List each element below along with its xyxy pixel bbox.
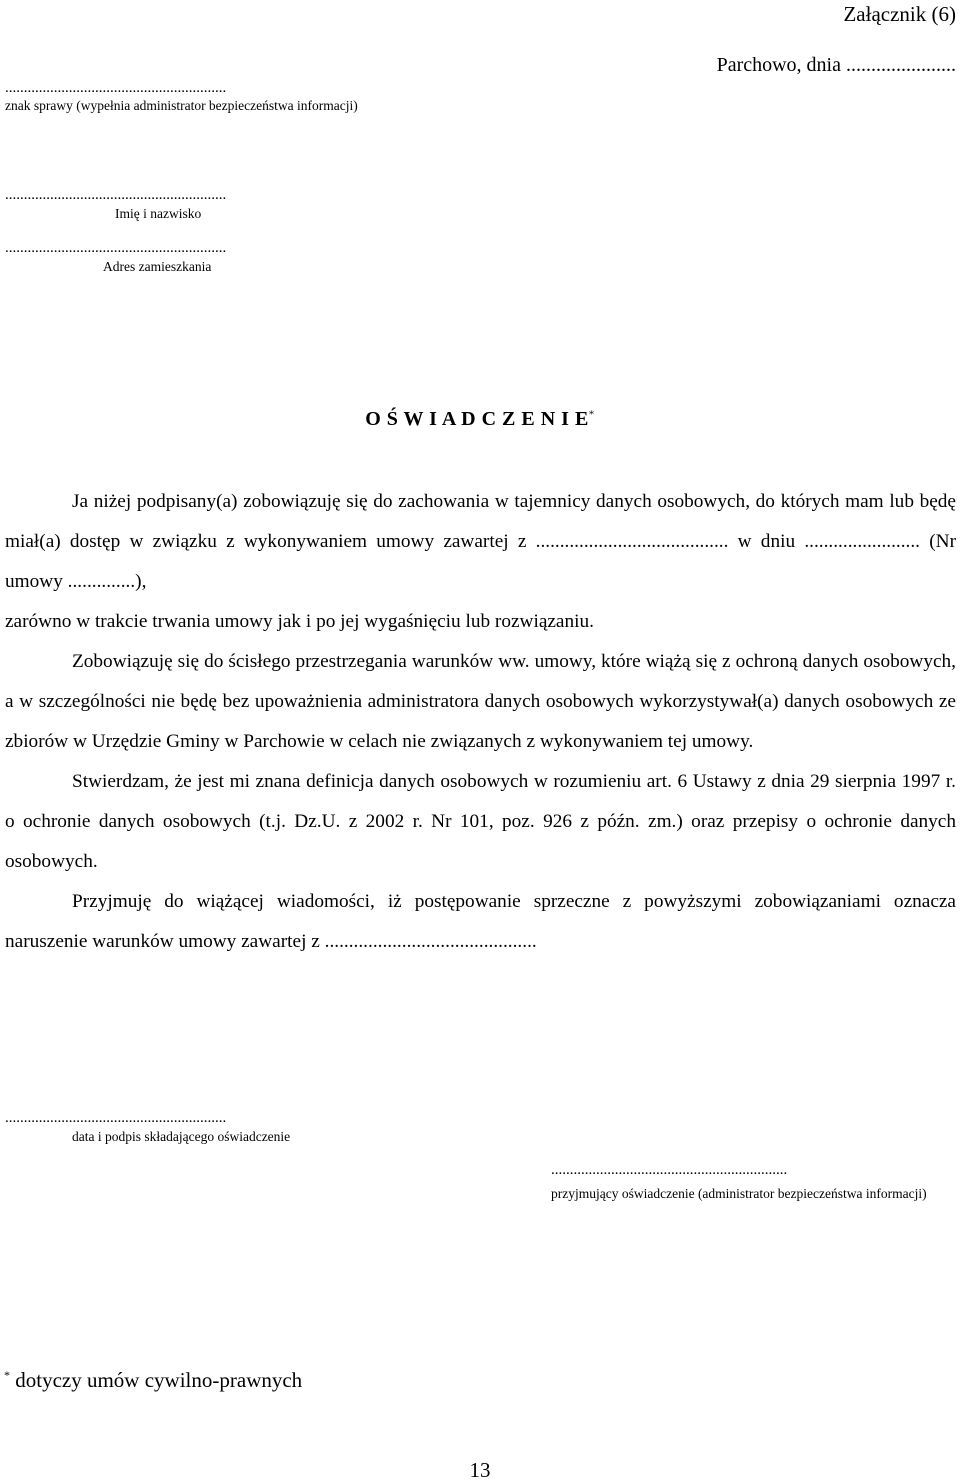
declarant-signature-caption: data i podpis składającego oświadczenie bbox=[72, 1129, 291, 1144]
receiver-signature-block bbox=[551, 1162, 957, 1210]
footnote-marker: * bbox=[4, 1368, 10, 1382]
title-text: O Ś W I A D C Z E N I E bbox=[365, 408, 589, 430]
page-number: 13 bbox=[469, 1458, 491, 1482]
declaration-body bbox=[5, 482, 956, 962]
name-caption: Imię i nazwisko bbox=[115, 206, 202, 221]
paragraph-duration: zarówno w trakcie trwania umowy jak i po jej wygaśnięciu lub rozwiązaniu. bbox=[5, 611, 594, 632]
paragraph-acknowledgement: Przyjmuję do wiążącej wiadomości, iż postępowanie sprzeczne z powyższymi zobowiązaniami oznacza naruszenie warunków umowy zawartej z ............................................ bbox=[5, 891, 956, 952]
receiver-signature-caption: przyjmujący oświadczenie (administrator bezpieczeństwa informacji) bbox=[551, 1186, 927, 1201]
receiver-signature-dots: ............................................................... bbox=[551, 1162, 788, 1178]
paragraph-obligations: Zobowiązuję się do ścisłego przestrzegania warunków ww. umowy, które wiążą się z ochroną danych osobowych, a w szczególności nie będę bez upoważnienia administratora danych osobowych wykorzystywał(a) danych osobowych ze zbiorów w Urzędzie Gminy w Parchowie w celach nie związanych z wykonywaniem tej umowy. bbox=[5, 651, 956, 752]
document-title bbox=[0, 408, 960, 431]
place-date-field: Parchowo, dnia ...................... bbox=[716, 54, 956, 76]
annex-label: Załącznik (6) bbox=[843, 2, 956, 26]
paragraph-confidentiality: Ja niżej podpisany(a) zobowiązuję się do zachowania w tajemnicy danych osobowych, do których mam lub będę miał(a) dostęp w związku z wykonywaniem umowy zawartej z ........................................ w dniu ........................ (Nr umowy ..............), bbox=[5, 491, 956, 592]
footnote-text: dotyczy umów cywilno-prawnych bbox=[10, 1368, 303, 1392]
title-footnote-marker: * bbox=[588, 408, 595, 421]
case-number-dots: ........................................................... bbox=[5, 80, 227, 96]
case-number-caption: znak sprawy (wypełnia administrator bezpieczeństwa informacji) bbox=[5, 98, 358, 113]
declarant-signature-dots: ........................................................... bbox=[5, 1110, 227, 1126]
address-caption: Adres zamieszkania bbox=[103, 259, 212, 274]
paragraph-statement: Stwierdzam, że jest mi znana definicja danych osobowych w rozumieniu art. 6 Ustawy z dnia 29 sierpnia 1997 r. o ochronie danych osobowych (t.j. Dz.U. z 2002 r. Nr 101, poz. 926 z późn. zm.) oraz przepisy o ochronie danych osobowych. bbox=[5, 771, 956, 872]
name-dots: ........................................................... bbox=[5, 187, 227, 203]
address-dots: ........................................................... bbox=[5, 240, 227, 256]
footnote bbox=[4, 1368, 302, 1393]
